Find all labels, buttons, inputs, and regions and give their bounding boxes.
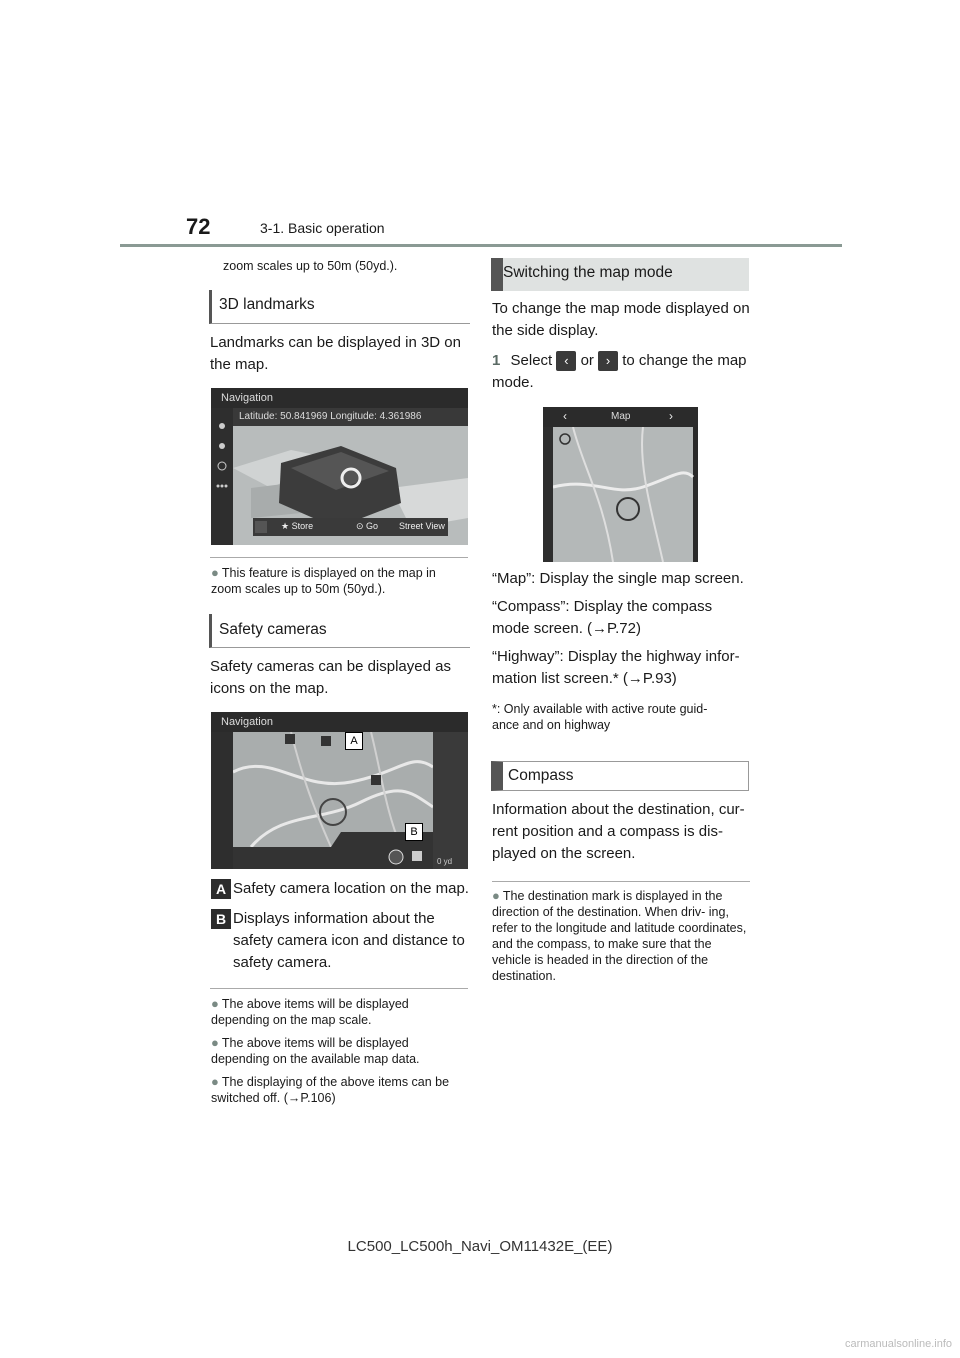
item-b-text: Displays information about the safety camera icon and distance to safety camera. <box>233 910 465 971</box>
map-mode-screenshot <box>543 407 698 562</box>
screen-title: Map <box>611 411 631 422</box>
callout-a: A <box>345 732 363 750</box>
footnote: *: Only available with active route guid- ance and on highway <box>492 702 708 732</box>
switching-body: To change the map mode displayed on the side display. <box>492 300 750 339</box>
coordinates-readout: Latitude: 50.841969 Longitude: 4.361986 <box>239 411 422 422</box>
street-view-button[interactable] <box>399 521 445 531</box>
section-switching-map-mode <box>491 258 749 291</box>
item-a-text: Safety camera location on the map. <box>233 880 469 897</box>
store-label: Store <box>291 521 314 531</box>
note-text: The above items will be displayed depending on the available map data. <box>211 1036 420 1066</box>
note-item <box>211 1035 469 1067</box>
chevron-left-icon[interactable]: ‹ <box>556 351 576 371</box>
divider <box>210 988 468 989</box>
screen-title: Navigation <box>221 716 273 728</box>
section-3d-landmarks <box>209 290 470 324</box>
step-or: or <box>580 352 594 369</box>
step-select: Select <box>510 352 553 369</box>
header-rule <box>120 244 842 247</box>
section-safety-cameras <box>209 614 470 648</box>
bullet-icon: ● <box>211 565 219 580</box>
section-heading: 3D landmarks <box>219 296 315 313</box>
note-text: The above items will be displayed depending on the map scale. <box>211 997 409 1027</box>
section-heading: Switching the map mode <box>503 264 673 281</box>
callout-b: B <box>405 823 423 841</box>
mode-compass: “Compass”: Display the compass mode screen. (→P.72) <box>492 598 713 637</box>
compass-body: Information about the destination, cur- rent position and a compass is dis- played on the screen. <box>492 801 745 862</box>
go-label: Go <box>366 521 379 531</box>
section-heading: Compass <box>508 767 574 784</box>
note-item <box>211 996 469 1028</box>
step-1 <box>492 350 750 394</box>
item-b-label: B <box>211 909 231 929</box>
bullet-icon: ● <box>211 996 219 1011</box>
landmarks-note <box>211 565 469 597</box>
section-title: 3-1. Basic operation <box>260 220 385 236</box>
chevron-right-icon[interactable]: › <box>669 409 673 423</box>
page-number: 72 <box>186 214 211 239</box>
note-item <box>211 1074 469 1106</box>
divider <box>492 881 750 882</box>
compass-note <box>492 888 750 984</box>
landmarks-body: Landmarks can be displayed in 3D on the map. <box>210 334 461 373</box>
note-text: The destination mark is displayed in the direction of the destination. When driv- ing, refer to the longitude and latitude coordinates, and the compass, to make sure that the vehicle is headed in the direction of the destination. <box>492 889 747 983</box>
divider <box>210 557 468 558</box>
note-text: This feature is displayed on the map in zoom scales up to 50m (50yd.). <box>211 566 436 596</box>
step-number: 1 <box>492 352 501 369</box>
chevron-right-icon[interactable]: › <box>598 351 618 371</box>
chevron-left-icon[interactable]: ‹ <box>563 409 567 423</box>
step-rest: to change the map mode. <box>492 352 747 391</box>
store-button[interactable]: ★ Store <box>281 521 314 531</box>
bullet-icon: ● <box>211 1074 219 1089</box>
document-code: LC500_LC500h_Navi_OM11432E_(EE) <box>347 1238 613 1255</box>
cameras-screenshot <box>211 712 468 869</box>
landmarks-screenshot <box>211 388 468 545</box>
item-a-label: A <box>211 879 231 899</box>
cameras-body: Safety cameras can be displayed as icons on the map. <box>210 658 451 697</box>
screen-title: Navigation <box>221 392 273 404</box>
street-view-label: Street View <box>399 521 445 531</box>
mode-map: “Map”: Display the single map screen. <box>492 570 744 587</box>
bullet-icon: ● <box>492 888 500 903</box>
bullet-icon: ● <box>211 1035 219 1050</box>
watermark: carmanualsonline.info <box>844 1338 952 1350</box>
top-note: zoom scales up to 50m (50yd.). <box>223 259 398 273</box>
mode-highway: “Highway”: Display the highway infor- mation list screen.* (→P.93) <box>492 648 740 687</box>
distance-readout: 0 yd <box>437 857 453 866</box>
section-heading: Safety cameras <box>219 621 327 638</box>
note-text: The displaying of the above items can be switched off. (→P.106) <box>211 1075 450 1105</box>
go-button[interactable]: ⊙ Go <box>356 521 379 531</box>
section-compass <box>491 761 749 791</box>
